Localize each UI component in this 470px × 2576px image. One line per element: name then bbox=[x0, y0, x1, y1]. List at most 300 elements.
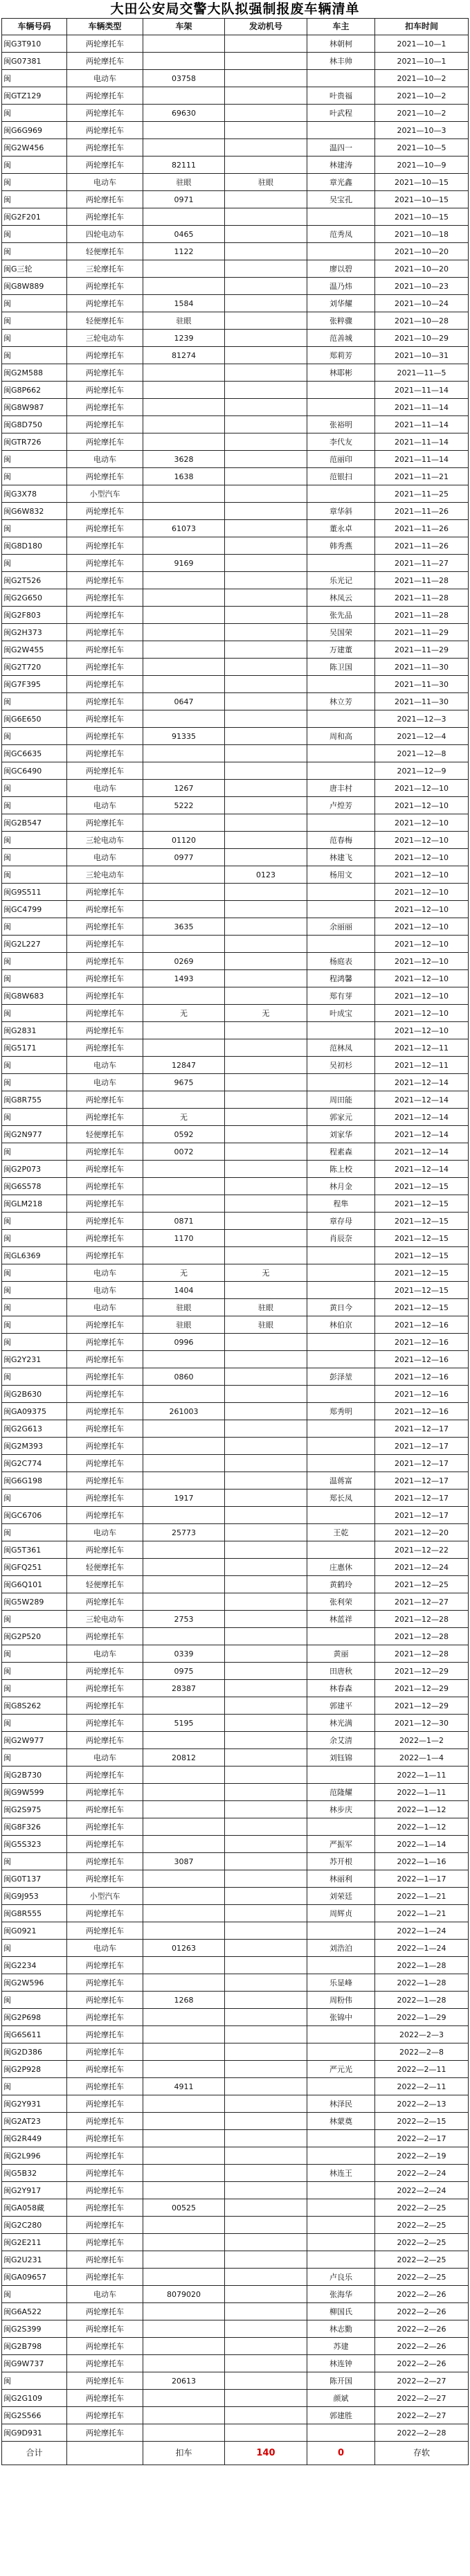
vehicle-type-cell: 两轮摩托车 bbox=[67, 1316, 143, 1334]
owner-cell: 刘华耀 bbox=[307, 295, 375, 312]
owner-cell bbox=[307, 745, 375, 762]
table-row bbox=[2, 70, 469, 87]
plate-cell: 闽G2W456 bbox=[2, 139, 67, 156]
table-row bbox=[2, 1870, 469, 1888]
frame-cell bbox=[143, 607, 225, 624]
frame-cell bbox=[143, 2095, 225, 2113]
table-row bbox=[2, 572, 469, 589]
owner-cell bbox=[307, 1541, 375, 1559]
frame-cell bbox=[143, 901, 225, 918]
plate-cell: 闽G2P520 bbox=[2, 1628, 67, 1645]
owner-cell bbox=[307, 1386, 375, 1403]
frame-cell bbox=[143, 416, 225, 433]
table-row bbox=[2, 1455, 469, 1472]
owner-cell: 林丽利 bbox=[307, 1870, 375, 1888]
frame-cell bbox=[143, 624, 225, 641]
frame-cell bbox=[143, 1420, 225, 1438]
plate-cell: 闽 bbox=[2, 1057, 67, 1074]
owner-cell: 乐光记 bbox=[307, 572, 375, 589]
vehicle-type-cell: 轻便摩托车 bbox=[67, 1576, 143, 1593]
vehicle-type-cell: 电动车 bbox=[67, 174, 143, 191]
impound-date-cell: 2022—2—25 bbox=[375, 2234, 469, 2251]
owner-cell: 章光鑫 bbox=[307, 174, 375, 191]
vehicle-type-cell: 两轮摩托车 bbox=[67, 1455, 143, 1472]
table-row bbox=[2, 53, 469, 70]
impound-date-cell: 2022—1—11 bbox=[375, 1766, 469, 1784]
owner-cell bbox=[307, 243, 375, 260]
table-row bbox=[2, 2182, 469, 2199]
table-row bbox=[2, 1559, 469, 1576]
vehicle-type-cell: 两轮摩托车 bbox=[67, 2078, 143, 2095]
vehicle-type-cell: 两轮摩托车 bbox=[67, 364, 143, 382]
owner-cell bbox=[307, 2078, 375, 2095]
plate-cell: 闽 bbox=[2, 2372, 67, 2390]
impound-date-cell: 2021—12—10 bbox=[375, 884, 469, 901]
engine-cell bbox=[225, 1836, 307, 1853]
plate-cell: 闽 bbox=[2, 555, 67, 572]
engine-cell bbox=[225, 1455, 307, 1472]
impound-date-cell: 2021—12—14 bbox=[375, 1126, 469, 1143]
plate-cell: 闽G0T137 bbox=[2, 1870, 67, 1888]
frame-cell bbox=[143, 278, 225, 295]
vehicle-type-cell: 两轮摩托车 bbox=[67, 2234, 143, 2251]
vehicle-type-cell: 两轮摩托车 bbox=[67, 2424, 143, 2442]
vehicle-type-cell: 两轮摩托车 bbox=[67, 555, 143, 572]
plate-cell: 闽 bbox=[2, 330, 67, 347]
table-row bbox=[2, 1818, 469, 1836]
vehicle-type-cell: 两轮摩托车 bbox=[67, 53, 143, 70]
table-row bbox=[2, 762, 469, 780]
impound-date-cell: 2022—1—14 bbox=[375, 1836, 469, 1853]
plate-cell: 闽 bbox=[2, 156, 67, 174]
impound-date-cell: 2022—2—25 bbox=[375, 2251, 469, 2269]
frame-cell: 81274 bbox=[143, 347, 225, 364]
impound-date-cell: 2021—12—10 bbox=[375, 797, 469, 814]
plate-cell: 闽GL6369 bbox=[2, 1247, 67, 1264]
frame-cell: 1267 bbox=[143, 780, 225, 797]
owner-cell: 郭家元 bbox=[307, 1109, 375, 1126]
plate-cell: 闽G6G198 bbox=[2, 1472, 67, 1490]
impound-date-cell: 2022—1—24 bbox=[375, 1922, 469, 1940]
table-row bbox=[2, 1178, 469, 1195]
impound-date-cell: 2022—2—26 bbox=[375, 2303, 469, 2320]
vehicle-type-cell: 两轮摩托车 bbox=[67, 1732, 143, 1749]
engine-cell bbox=[225, 1507, 307, 1524]
frame-cell bbox=[143, 1888, 225, 1905]
vehicle-type-cell: 两轮摩托车 bbox=[67, 122, 143, 139]
engine-cell bbox=[225, 1195, 307, 1213]
plate-cell: 闽 bbox=[2, 866, 67, 884]
table-row bbox=[2, 1766, 469, 1784]
vehicle-type-cell: 两轮摩托车 bbox=[67, 537, 143, 555]
owner-cell bbox=[307, 1922, 375, 1940]
engine-cell bbox=[225, 2182, 307, 2199]
owner-cell: 黄丽 bbox=[307, 1645, 375, 1663]
vehicle-type-cell: 两轮摩托车 bbox=[67, 139, 143, 156]
table-row bbox=[2, 1611, 469, 1628]
engine-cell bbox=[225, 2407, 307, 2424]
frame-cell bbox=[143, 1922, 225, 1940]
owner-cell bbox=[307, 122, 375, 139]
plate-cell: 闽G2S975 bbox=[2, 1801, 67, 1818]
frame-cell bbox=[143, 2320, 225, 2338]
vehicle-type-cell: 两轮摩托车 bbox=[67, 1022, 143, 1039]
vehicle-type-cell: 两轮摩托车 bbox=[67, 156, 143, 174]
plate-cell: 闽G2L996 bbox=[2, 2147, 67, 2165]
table-row bbox=[2, 1247, 469, 1264]
impound-date-cell: 2022—1—2 bbox=[375, 1732, 469, 1749]
frame-cell: 61073 bbox=[143, 520, 225, 537]
plate-cell: 闽 bbox=[2, 849, 67, 866]
owner-cell bbox=[307, 2026, 375, 2043]
engine-cell bbox=[225, 2320, 307, 2338]
impound-date-cell: 2021—12—25 bbox=[375, 1576, 469, 1593]
impound-date-cell: 2021—11—28 bbox=[375, 589, 469, 607]
impound-date-cell: 2022—1—21 bbox=[375, 1888, 469, 1905]
owner-cell bbox=[307, 1351, 375, 1368]
vehicle-type-cell: 两轮摩托车 bbox=[67, 1715, 143, 1732]
engine-cell bbox=[225, 2095, 307, 2113]
engine-cell bbox=[225, 226, 307, 243]
impound-date-cell: 2022—1—24 bbox=[375, 1940, 469, 1957]
engine-cell bbox=[225, 1247, 307, 1264]
table-row bbox=[2, 2026, 469, 2043]
owner-cell bbox=[307, 1507, 375, 1524]
impound-date-cell: 2021—10—1 bbox=[375, 35, 469, 53]
engine-cell bbox=[225, 762, 307, 780]
table-row bbox=[2, 2234, 469, 2251]
engine-cell bbox=[225, 1593, 307, 1611]
engine-cell bbox=[225, 451, 307, 468]
impound-date-cell: 2021—10—15 bbox=[375, 208, 469, 226]
owner-cell: 范隆耀 bbox=[307, 1784, 375, 1801]
engine-cell bbox=[225, 745, 307, 762]
vehicle-type-cell: 两轮摩托车 bbox=[67, 191, 143, 208]
table-body bbox=[2, 35, 469, 2442]
owner-cell bbox=[307, 1247, 375, 1264]
engine-cell bbox=[225, 1403, 307, 1420]
plate-cell: 闽G2M588 bbox=[2, 364, 67, 382]
frame-cell bbox=[143, 2390, 225, 2407]
vehicle-type-cell: 两轮摩托车 bbox=[67, 814, 143, 832]
frame-cell bbox=[143, 1507, 225, 1524]
table-row bbox=[2, 1507, 469, 1524]
vehicle-type-cell: 两轮摩托车 bbox=[67, 676, 143, 693]
plate-cell: 闽 bbox=[2, 780, 67, 797]
impound-date-cell: 2021—11—21 bbox=[375, 468, 469, 485]
vehicle-type-cell: 两轮摩托车 bbox=[67, 433, 143, 451]
table-row bbox=[2, 1091, 469, 1109]
frame-cell bbox=[143, 53, 225, 70]
vehicle-type-cell: 电动车 bbox=[67, 1074, 143, 1091]
frame-cell: 3087 bbox=[143, 1853, 225, 1870]
vehicle-type-cell: 电动车 bbox=[67, 1645, 143, 1663]
owner-cell: 林朝柯 bbox=[307, 35, 375, 53]
frame-cell bbox=[143, 866, 225, 884]
frame-cell bbox=[143, 2407, 225, 2424]
summary-blank bbox=[67, 2442, 143, 2465]
vehicle-type-cell: 两轮摩托车 bbox=[67, 1213, 143, 1230]
frame-cell: 0871 bbox=[143, 1213, 225, 1230]
frame-cell bbox=[143, 2234, 225, 2251]
engine-cell bbox=[225, 2269, 307, 2286]
impound-date-cell: 2021—12—24 bbox=[375, 1559, 469, 1576]
plate-cell: 闽G2Y917 bbox=[2, 2182, 67, 2199]
owner-cell: 王乾 bbox=[307, 1524, 375, 1541]
impound-date-cell: 2021—12—15 bbox=[375, 1299, 469, 1316]
table-row bbox=[2, 918, 469, 936]
owner-cell: 范林凤 bbox=[307, 1039, 375, 1057]
engine-cell bbox=[225, 312, 307, 330]
vehicle-type-cell: 两轮摩托车 bbox=[67, 953, 143, 970]
engine-cell bbox=[225, 382, 307, 399]
vehicle-type-cell: 两轮摩托车 bbox=[67, 624, 143, 641]
impound-date-cell: 2021—12—10 bbox=[375, 849, 469, 866]
engine-cell bbox=[225, 676, 307, 693]
engine-cell bbox=[225, 1957, 307, 1974]
table-row bbox=[2, 2078, 469, 2095]
frame-cell: 4911 bbox=[143, 2078, 225, 2095]
owner-cell: 郭建平 bbox=[307, 1697, 375, 1715]
table-row bbox=[2, 1784, 469, 1801]
engine-cell bbox=[225, 70, 307, 87]
frame-cell: 0860 bbox=[143, 1368, 225, 1386]
vehicle-type-cell: 两轮摩托车 bbox=[67, 1853, 143, 1870]
impound-date-cell: 2021—11—14 bbox=[375, 433, 469, 451]
table-row bbox=[2, 1005, 469, 1022]
vehicle-type-cell: 两轮摩托车 bbox=[67, 1368, 143, 1386]
table-row bbox=[2, 2113, 469, 2130]
plate-cell: 闽 bbox=[2, 1749, 67, 1766]
engine-cell bbox=[225, 987, 307, 1005]
engine-cell bbox=[225, 1784, 307, 1801]
table-row bbox=[2, 278, 469, 295]
owner-cell bbox=[307, 1420, 375, 1438]
plate-cell: 闽G2R449 bbox=[2, 2130, 67, 2147]
engine-cell bbox=[225, 2251, 307, 2269]
owner-cell bbox=[307, 1438, 375, 1455]
impound-date-cell: 2022—1—16 bbox=[375, 1853, 469, 1870]
vehicle-type-cell: 两轮摩托车 bbox=[67, 1039, 143, 1057]
impound-date-cell: 2022—2—26 bbox=[375, 2320, 469, 2338]
table-row bbox=[2, 208, 469, 226]
engine-cell bbox=[225, 1472, 307, 1490]
frame-cell bbox=[143, 399, 225, 416]
impound-date-cell: 2021—11—25 bbox=[375, 485, 469, 503]
frame-cell: 1170 bbox=[143, 1230, 225, 1247]
plate-cell: 闽GTR726 bbox=[2, 433, 67, 451]
impound-date-cell: 2021—12—28 bbox=[375, 1628, 469, 1645]
owner-cell: 董永卓 bbox=[307, 520, 375, 537]
plate-cell: 闽 bbox=[2, 1316, 67, 1334]
engine-cell bbox=[225, 589, 307, 607]
vehicle-type-cell: 两轮摩托车 bbox=[67, 572, 143, 589]
engine-cell bbox=[225, 728, 307, 745]
impound-date-cell: 2022—1—11 bbox=[375, 1784, 469, 1801]
owner-cell: 章华斜 bbox=[307, 503, 375, 520]
owner-cell: 温四一 bbox=[307, 139, 375, 156]
impound-date-cell: 2022—2—24 bbox=[375, 2182, 469, 2199]
engine-cell bbox=[225, 1143, 307, 1161]
owner-cell: 张裕明 bbox=[307, 416, 375, 433]
summary-row bbox=[2, 2442, 469, 2465]
frame-cell: 0465 bbox=[143, 226, 225, 243]
owner-cell: 林蒙奠 bbox=[307, 2113, 375, 2130]
table-row bbox=[2, 555, 469, 572]
table-row bbox=[2, 2338, 469, 2355]
vehicle-type-cell: 两轮摩托车 bbox=[67, 2113, 143, 2130]
owner-cell: 刘钰锦 bbox=[307, 1749, 375, 1766]
plate-cell: 闽G8S262 bbox=[2, 1697, 67, 1715]
plate-cell: 闽 bbox=[2, 70, 67, 87]
engine-cell bbox=[225, 1420, 307, 1438]
plate-cell: 闽G2G109 bbox=[2, 2390, 67, 2407]
vehicle-type-cell: 两轮摩托车 bbox=[67, 1818, 143, 1836]
frame-cell bbox=[143, 35, 225, 53]
frame-cell: 无 bbox=[143, 1264, 225, 1282]
plate-cell: 闽 bbox=[2, 1992, 67, 2009]
engine-cell bbox=[225, 347, 307, 364]
table-row bbox=[2, 2286, 469, 2303]
frame-cell bbox=[143, 1957, 225, 1974]
impound-date-cell: 2021—12—16 bbox=[375, 1403, 469, 1420]
frame-cell: 20812 bbox=[143, 1749, 225, 1766]
frame-cell bbox=[143, 1766, 225, 1784]
table-row bbox=[2, 1126, 469, 1143]
frame-cell: 01120 bbox=[143, 832, 225, 849]
impound-date-cell: 2021—10—2 bbox=[375, 87, 469, 105]
owner-cell: 陈上校 bbox=[307, 1161, 375, 1178]
engine-cell bbox=[225, 1645, 307, 1663]
frame-cell: 无 bbox=[143, 1109, 225, 1126]
engine-cell bbox=[225, 780, 307, 797]
impound-date-cell: 2021—11—14 bbox=[375, 399, 469, 416]
frame-cell: 0339 bbox=[143, 1645, 225, 1663]
impound-date-cell: 2021—12—16 bbox=[375, 1334, 469, 1351]
table-row bbox=[2, 641, 469, 659]
engine-cell bbox=[225, 2286, 307, 2303]
engine-cell bbox=[225, 1109, 307, 1126]
owner-cell bbox=[307, 2182, 375, 2199]
vehicle-type-cell: 两轮摩托车 bbox=[67, 1438, 143, 1455]
plate-cell: 闽 bbox=[2, 1005, 67, 1022]
table-row bbox=[2, 1022, 469, 1039]
engine-cell bbox=[225, 901, 307, 918]
frame-cell bbox=[143, 537, 225, 555]
table-row bbox=[2, 1403, 469, 1420]
engine-cell bbox=[225, 139, 307, 156]
plate-cell: 闽G9S511 bbox=[2, 884, 67, 901]
owner-cell: 温乃炜 bbox=[307, 278, 375, 295]
vehicle-type-cell: 两轮摩托车 bbox=[67, 745, 143, 762]
table-row bbox=[2, 537, 469, 555]
frame-cell bbox=[143, 1455, 225, 1472]
impound-date-cell: 2022—1—21 bbox=[375, 1905, 469, 1922]
impound-date-cell: 2021—12—10 bbox=[375, 814, 469, 832]
engine-cell bbox=[225, 1386, 307, 1403]
table-row bbox=[2, 2424, 469, 2442]
owner-cell: 张先品 bbox=[307, 607, 375, 624]
impound-date-cell: 2021—12—20 bbox=[375, 1524, 469, 1541]
vehicle-type-cell: 两轮摩托车 bbox=[67, 208, 143, 226]
plate-cell: 闽G3T910 bbox=[2, 35, 67, 53]
plate-cell: 闽G8W889 bbox=[2, 278, 67, 295]
frame-cell bbox=[143, 2009, 225, 2026]
engine-cell bbox=[225, 1680, 307, 1697]
table-row bbox=[2, 884, 469, 901]
vehicle-type-cell: 两轮摩托车 bbox=[67, 1628, 143, 1645]
vehicle-type-cell: 两轮摩托车 bbox=[67, 503, 143, 520]
frame-cell bbox=[143, 762, 225, 780]
plate-cell: 闽 bbox=[2, 468, 67, 485]
engine-cell bbox=[225, 1663, 307, 1680]
vehicle-type-cell: 两轮摩托车 bbox=[67, 1922, 143, 1940]
plate-cell: 闽GLM218 bbox=[2, 1195, 67, 1213]
engine-cell bbox=[225, 2078, 307, 2095]
vehicle-type-cell: 电动车 bbox=[67, 70, 143, 87]
owner-cell: 林志勤 bbox=[307, 2320, 375, 2338]
owner-cell: 刘荣廷 bbox=[307, 1888, 375, 1905]
plate-cell: 闽 bbox=[2, 1299, 67, 1316]
vehicle-type-cell: 两轮摩托车 bbox=[67, 1680, 143, 1697]
owner-cell: 周和高 bbox=[307, 728, 375, 745]
engine-cell bbox=[225, 1178, 307, 1195]
vehicle-type-cell: 两轮摩托车 bbox=[67, 589, 143, 607]
table-row bbox=[2, 1957, 469, 1974]
owner-cell: 周田能 bbox=[307, 1091, 375, 1109]
vehicle-type-cell: 两轮摩托车 bbox=[67, 1836, 143, 1853]
plate-cell: 闽G6S578 bbox=[2, 1178, 67, 1195]
engine-cell bbox=[225, 2338, 307, 2355]
engine-cell bbox=[225, 1576, 307, 1593]
plate-cell: 闽G8D180 bbox=[2, 537, 67, 555]
frame-cell bbox=[143, 2130, 225, 2147]
table-row bbox=[2, 1351, 469, 1368]
owner-cell: 范银扫 bbox=[307, 468, 375, 485]
impound-date-cell: 2022—2—25 bbox=[375, 2269, 469, 2286]
engine-cell bbox=[225, 1697, 307, 1715]
frame-cell bbox=[143, 1178, 225, 1195]
plate-cell: 闽G8P662 bbox=[2, 382, 67, 399]
frame-cell: 0269 bbox=[143, 953, 225, 970]
impound-date-cell: 2022—2—25 bbox=[375, 2217, 469, 2234]
plate-cell: 闽G7F395 bbox=[2, 676, 67, 693]
engine-cell bbox=[225, 503, 307, 520]
impound-date-cell: 2021—12—8 bbox=[375, 745, 469, 762]
impound-date-cell: 2021—12—10 bbox=[375, 1022, 469, 1039]
engine-cell bbox=[225, 1992, 307, 2009]
frame-cell bbox=[143, 2113, 225, 2130]
plate-cell: 闽G2P073 bbox=[2, 1161, 67, 1178]
owner-cell: 林伯京 bbox=[307, 1316, 375, 1334]
plate-cell: 闽GC4799 bbox=[2, 901, 67, 918]
table-row bbox=[2, 243, 469, 260]
table-row bbox=[2, 2165, 469, 2182]
vehicle-type-cell: 两轮摩托车 bbox=[67, 884, 143, 901]
table-row bbox=[2, 1576, 469, 1593]
engine-cell bbox=[225, 243, 307, 260]
engine-cell bbox=[225, 1922, 307, 1940]
vehicle-type-cell: 两轮摩托车 bbox=[67, 2251, 143, 2269]
engine-cell bbox=[225, 1732, 307, 1749]
impound-date-cell: 2021—11—26 bbox=[375, 503, 469, 520]
impound-date-cell: 2021—12—16 bbox=[375, 1368, 469, 1386]
owner-cell: 严振军 bbox=[307, 1836, 375, 1853]
plate-cell: 闽G6A522 bbox=[2, 2303, 67, 2320]
frame-cell bbox=[143, 1697, 225, 1715]
vehicle-type-cell: 两轮摩托车 bbox=[67, 936, 143, 953]
plate-cell: 闽G2AT23 bbox=[2, 2113, 67, 2130]
